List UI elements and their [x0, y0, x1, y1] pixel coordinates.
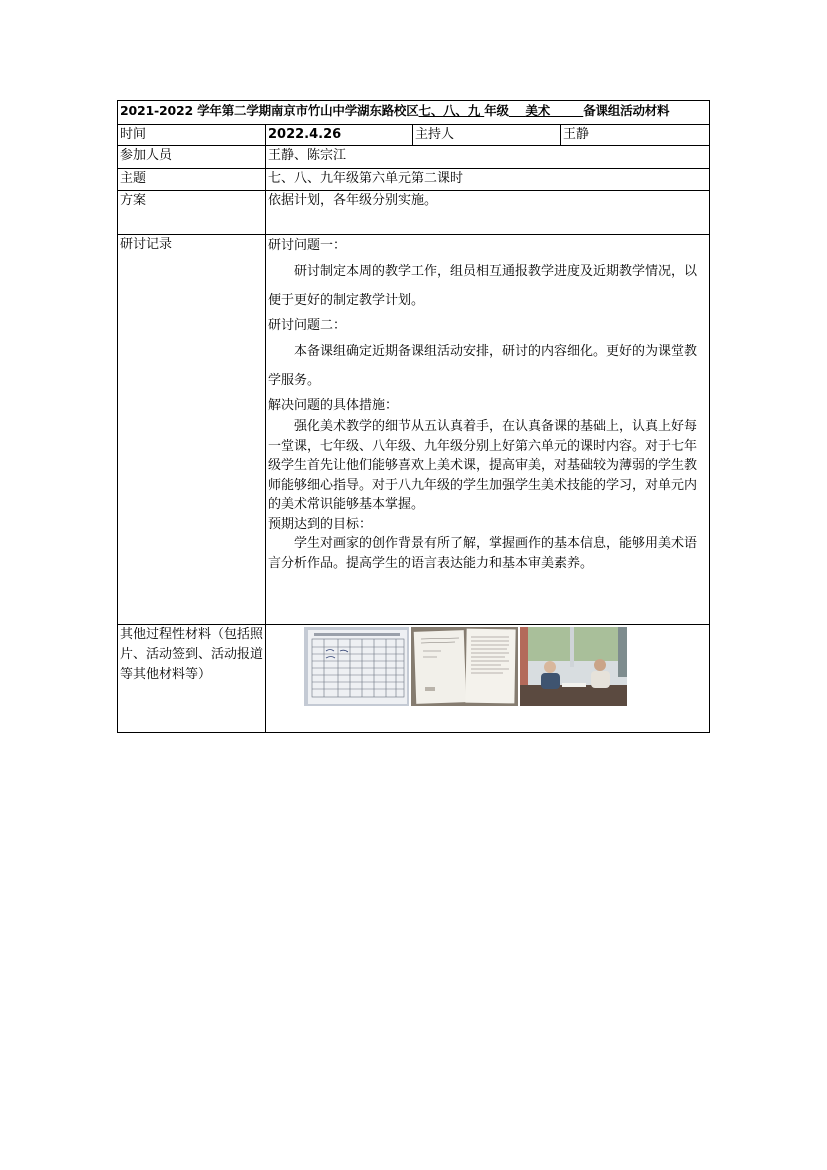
question-two-title: 研讨问题二：	[268, 318, 347, 333]
host-value: 王静	[561, 125, 710, 146]
title-prefix: 2021-2022 学年第二学期南京市竹山中学湖东路校区	[120, 103, 419, 118]
teachers-meeting-photo	[520, 627, 627, 706]
other-materials-label: 其他过程性材料（包括照片、活动签到、活动报道等其他材料等）	[118, 625, 266, 733]
activity-record-table	[117, 100, 710, 733]
time-label: 时间	[118, 125, 266, 146]
title-subject: 美术	[525, 103, 551, 118]
photo-strip	[304, 627, 707, 706]
plan-value: 依据计划，各年级分别实施。	[266, 191, 710, 235]
plan-label: 方案	[118, 191, 266, 235]
title-grade-suffix: 年级	[484, 103, 509, 118]
participants-label: 参加人员	[118, 146, 266, 169]
topic-label: 主题	[118, 169, 266, 191]
participants-value: 王静、陈宗江	[266, 146, 710, 169]
measures-text: 强化美术教学的细节从五认真着手，在认真备课的基础上，认真上好每一堂课，七年级、八年级、九年级分别上好第六单元的课时内容。对于七年级学生首先让他们能够喜欢上美术课，提高审美，对基础较为薄弱的学生教师能够细心指导。对于八九年级的学生加强学生美术技能的学习，对单元内的美术常识能够基本掌握。	[268, 419, 698, 512]
measures-title: 解决问题的具体措施：	[268, 398, 399, 413]
time-value: 2022.4.26	[266, 125, 413, 146]
goal-text: 学生对画家的创作背景有所了解，掌握画作的基本信息，能够用美术语言分析作品。提高学生的语言表达能力和基本审美素养。	[268, 536, 698, 571]
goal-title: 预期达到的目标：	[268, 516, 373, 532]
sign-in-sheet-photo	[304, 627, 409, 706]
question-one-title: 研讨问题一：	[268, 238, 347, 253]
table-title	[118, 101, 710, 125]
title-grades: 七、八、九	[418, 103, 481, 118]
record-label: 研讨记录	[118, 235, 266, 625]
document-pages-photo	[411, 627, 518, 706]
photos-cell	[266, 625, 710, 733]
topic-value: 七、八、九年级第六单元第二课时	[266, 169, 710, 191]
title-suffix: 备课组活动材料	[583, 103, 670, 118]
question-one-text: 研讨制定本周的教学工作，组员相互通报教学进度及近期教学情况，以便于更好的制定教学计划。	[268, 264, 698, 308]
host-label: 主持人	[413, 125, 561, 146]
question-two-text: 本备课组确定近期备课组活动安排，研讨的内容细化。更好的为课堂教学服务。	[268, 344, 698, 388]
record-content	[266, 235, 710, 625]
